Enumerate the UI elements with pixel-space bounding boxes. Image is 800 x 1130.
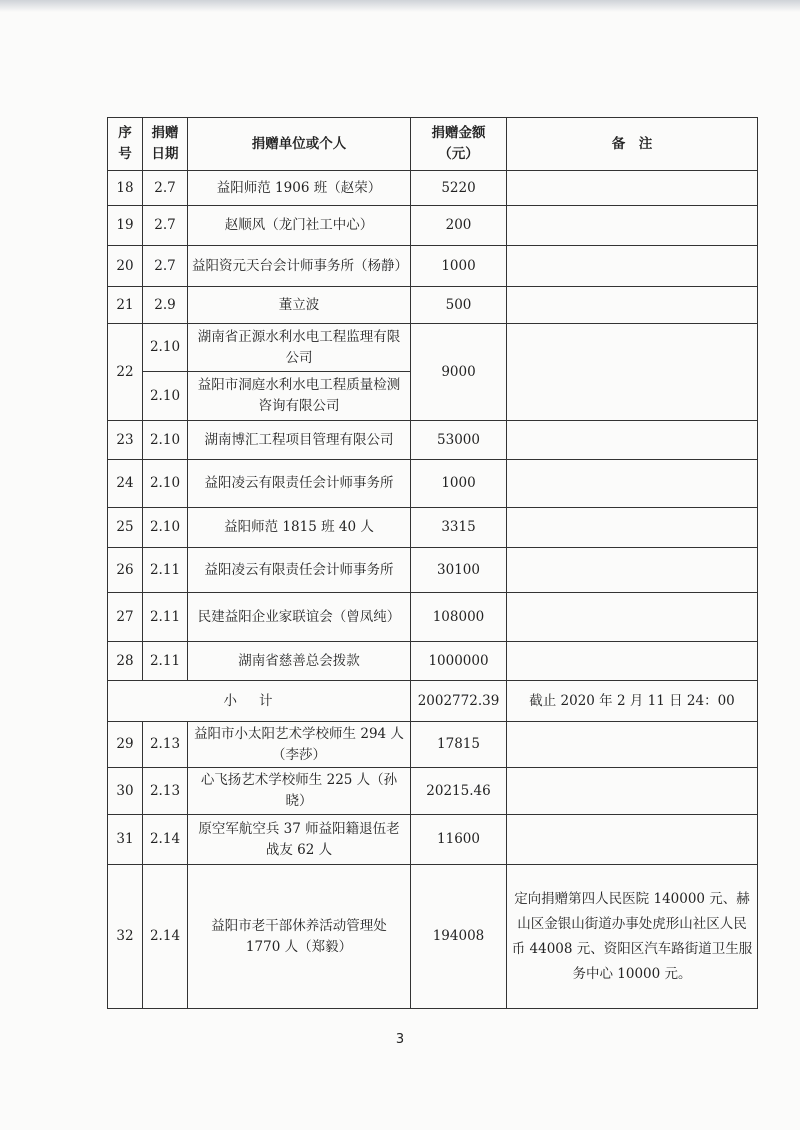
- cell-amount: 17815: [411, 722, 507, 768]
- cell-date: 2.14: [143, 865, 188, 1009]
- table-row: [108, 865, 758, 1009]
- cell-amount: 1000: [411, 246, 507, 287]
- table-row: [108, 206, 758, 246]
- table-row: [108, 246, 758, 287]
- cell-donor: 心飞扬艺术学校师生 225 人（孙晓）: [188, 768, 411, 815]
- cell-remark: [507, 246, 758, 287]
- cell-amount: 1000: [411, 460, 507, 508]
- cell-date: 2.13: [143, 722, 188, 768]
- cell-date: 2.11: [143, 642, 188, 681]
- cell-remark: [507, 642, 758, 681]
- cell-amount: 5220: [411, 171, 507, 206]
- cell-remark: [507, 421, 758, 460]
- cell-remark: [507, 206, 758, 246]
- cell-remark: [507, 508, 758, 548]
- cell-amount: 9000: [411, 324, 507, 421]
- cell-donor: 益阳市老干部休养活动管理处 1770 人（郑毅）: [188, 865, 411, 1009]
- cell-date: 2.11: [143, 593, 188, 642]
- header-seq: 序号: [108, 118, 143, 171]
- cell-amount: 1000000: [411, 642, 507, 681]
- subtotal-remark: 截止 2020 年 2 月 11 日 24：00: [507, 681, 758, 722]
- table-row: [108, 171, 758, 206]
- cell-remark: 定向捐赠第四人民医院 140000 元、赫山区金银山街道办事处虎形山社区人民币 44008 元、资阳区汽车路街道卫生服务中心 10000 元。: [507, 865, 758, 1009]
- table-row: [108, 722, 758, 768]
- cell-donor: 湖南省正源水利水电工程监理有限公司: [188, 324, 411, 372]
- cell-date: 2.13: [143, 768, 188, 815]
- cell-seq: 30: [108, 768, 143, 815]
- cell-seq: 23: [108, 421, 143, 460]
- donation-table: [107, 117, 758, 1009]
- table-row: [108, 421, 758, 460]
- cell-seq: 20: [108, 246, 143, 287]
- cell-remark: [507, 815, 758, 865]
- cell-seq: 31: [108, 815, 143, 865]
- cell-seq: 19: [108, 206, 143, 246]
- cell-seq: 29: [108, 722, 143, 768]
- cell-seq: 21: [108, 287, 143, 324]
- cell-donor: 民建益阳企业家联谊会（曾凤纯）: [188, 593, 411, 642]
- cell-seq: 24: [108, 460, 143, 508]
- header-donor: 捐赠单位或个人: [188, 118, 411, 171]
- subtotal-row: [108, 681, 758, 722]
- cell-donor: 益阳市洞庭水利水电工程质量检测咨询有限公司: [188, 372, 411, 421]
- subtotal-amount: 2002772.39: [411, 681, 507, 722]
- cell-amount: 53000: [411, 421, 507, 460]
- cell-amount: 3315: [411, 508, 507, 548]
- header-remark: 备 注: [507, 118, 758, 171]
- cell-remark: [507, 593, 758, 642]
- table-row: [108, 508, 758, 548]
- cell-donor: 益阳市小太阳艺术学校师生 294 人（李莎）: [188, 722, 411, 768]
- cell-seq: 18: [108, 171, 143, 206]
- cell-amount: 11600: [411, 815, 507, 865]
- cell-donor: 原空军航空兵 37 师益阳籍退伍老战友 62 人: [188, 815, 411, 865]
- table-row: [108, 324, 758, 372]
- cell-seq: 22: [108, 324, 143, 421]
- cell-remark: [507, 722, 758, 768]
- table-row: [108, 593, 758, 642]
- cell-remark: [507, 324, 758, 421]
- header-date: 捐赠日期: [143, 118, 188, 171]
- table-row: [108, 460, 758, 508]
- cell-donor: 益阳凌云有限责任会计师事务所: [188, 460, 411, 508]
- cell-donor: 董立波: [188, 287, 411, 324]
- cell-date: 2.10: [143, 508, 188, 548]
- subtotal-label: 小计: [108, 681, 411, 722]
- header-amount: 捐赠金额（元）: [411, 118, 507, 171]
- cell-donor: 益阳资元天台会计师事务所（杨静）: [188, 246, 411, 287]
- table-row: [108, 642, 758, 681]
- cell-date: 2.10: [143, 460, 188, 508]
- cell-date: 2.7: [143, 246, 188, 287]
- cell-date: 2.10: [143, 324, 188, 372]
- cell-amount: 108000: [411, 593, 507, 642]
- cell-donor: 赵顺风（龙门社工中心）: [188, 206, 411, 246]
- cell-date: 2.7: [143, 206, 188, 246]
- cell-amount: 20215.46: [411, 768, 507, 815]
- cell-seq: 26: [108, 548, 143, 593]
- cell-amount: 200: [411, 206, 507, 246]
- cell-amount: 500: [411, 287, 507, 324]
- cell-amount: 194008: [411, 865, 507, 1009]
- cell-donor: 益阳师范 1906 班（赵荣）: [188, 171, 411, 206]
- cell-remark: [507, 548, 758, 593]
- cell-seq: 32: [108, 865, 143, 1009]
- table-row: [108, 548, 758, 593]
- cell-donor: 益阳凌云有限责任会计师事务所: [188, 548, 411, 593]
- cell-date: 2.10: [143, 421, 188, 460]
- cell-donor: 湖南省慈善总会拨款: [188, 642, 411, 681]
- cell-amount: 30100: [411, 548, 507, 593]
- table-row: [108, 815, 758, 865]
- scan-edge-shadow: [0, 0, 800, 12]
- cell-date: 2.10: [143, 372, 188, 421]
- cell-date: 2.11: [143, 548, 188, 593]
- cell-date: 2.9: [143, 287, 188, 324]
- cell-remark: [507, 460, 758, 508]
- page-number: 3: [395, 1032, 405, 1047]
- cell-date: 2.14: [143, 815, 188, 865]
- cell-seq: 25: [108, 508, 143, 548]
- cell-remark: [507, 768, 758, 815]
- table-header-row: [108, 118, 758, 171]
- cell-remark: [507, 171, 758, 206]
- table-row: [108, 768, 758, 815]
- table-row: [108, 287, 758, 324]
- cell-seq: 27: [108, 593, 143, 642]
- cell-seq: 28: [108, 642, 143, 681]
- cell-remark: [507, 287, 758, 324]
- cell-donor: 湖南博汇工程项目管理有限公司: [188, 421, 411, 460]
- cell-donor: 益阳师范 1815 班 40 人: [188, 508, 411, 548]
- cell-date: 2.7: [143, 171, 188, 206]
